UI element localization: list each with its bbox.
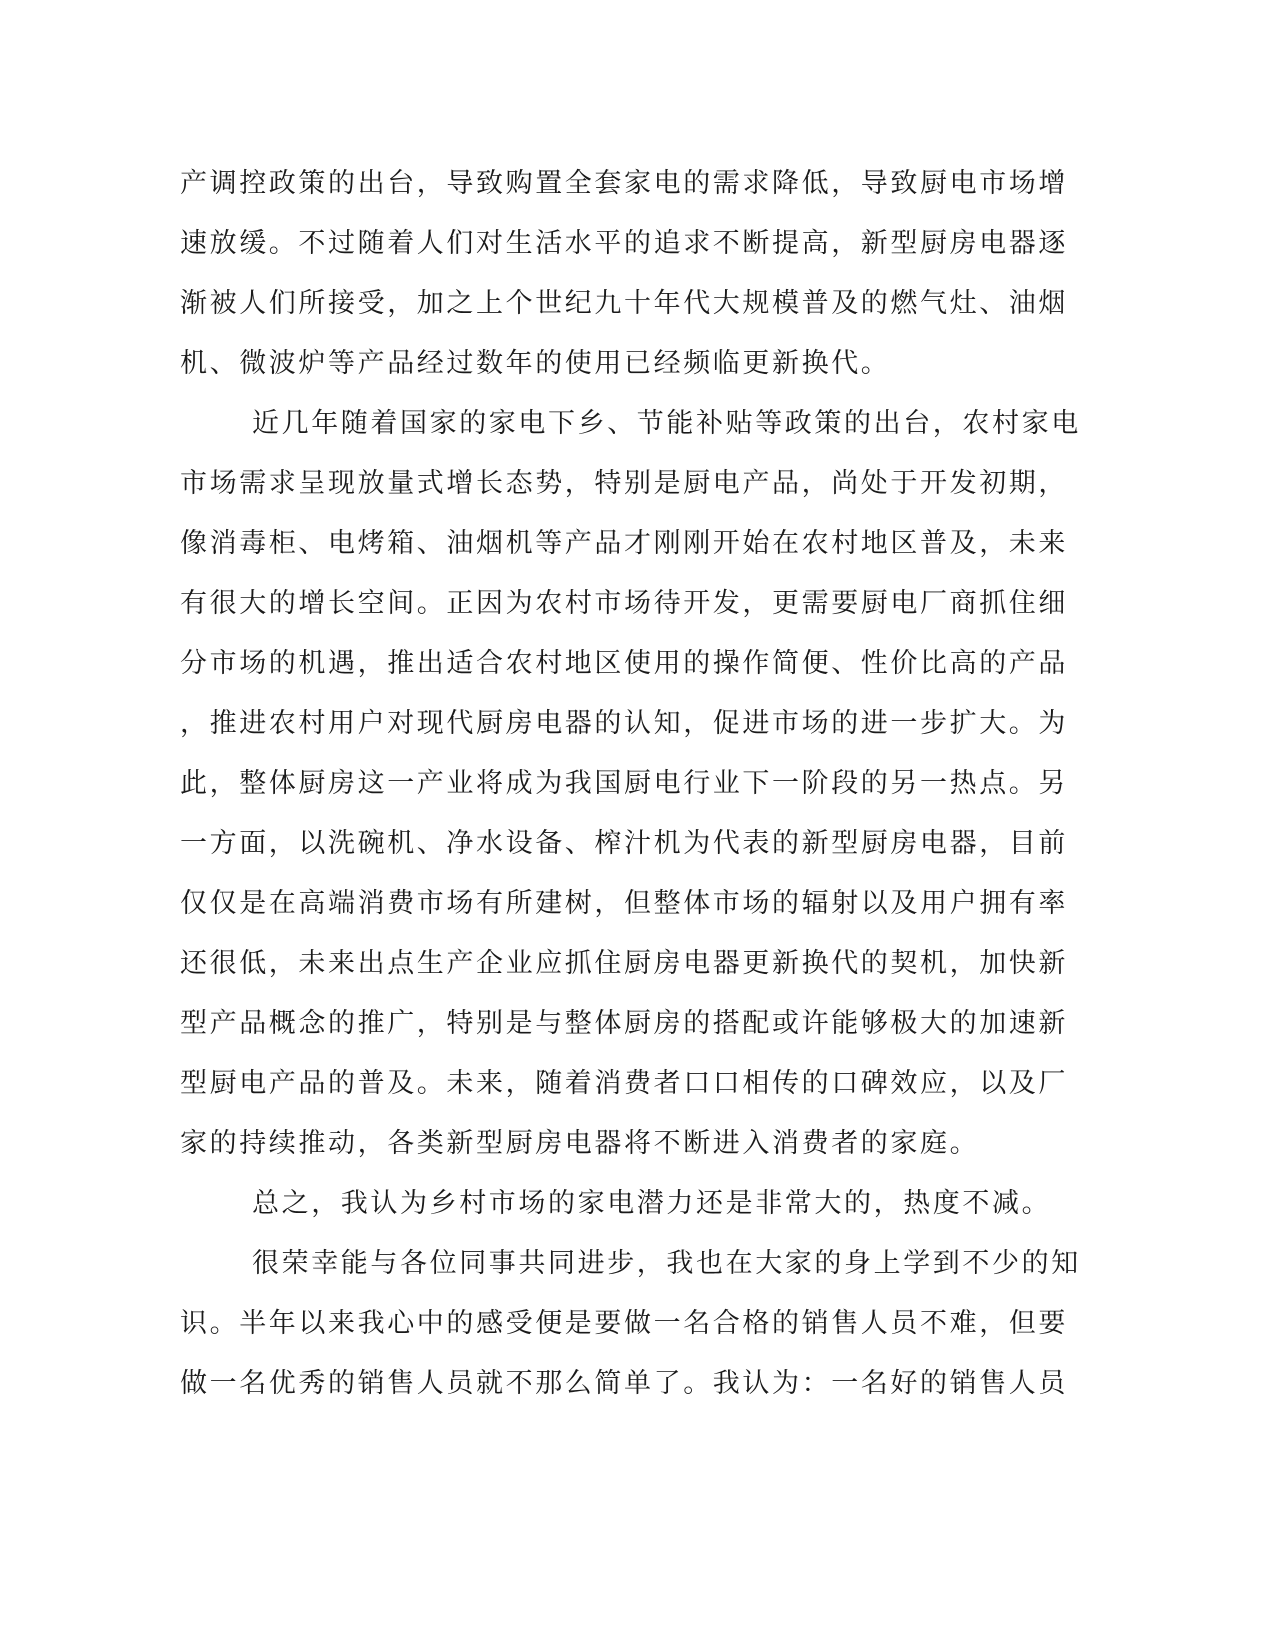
text-line: 识。半年以来我心中的感受便是要做一名合格的销售人员不难，但要	[180, 1308, 1068, 1339]
paragraph-start-line: 总之，我认为乡村市场的家电潜力还是非常大的，热度不减。	[252, 1188, 1052, 1219]
text-line: 机、微波炉等产品经过数年的使用已经频临更新换代。	[180, 348, 891, 379]
text-line: 型厨电产品的普及。未来，随着消费者口口相传的口碑效应，以及厂	[180, 1068, 1068, 1099]
paragraph-start-line: 很荣幸能与各位同事共同进步，我也在大家的身上学到不少的知	[252, 1248, 1081, 1279]
text-line: ，推进农村用户对现代厨房电器的认知，促进市场的进一步扩大。为	[180, 708, 1068, 739]
text-line: 渐被人们所接受，加之上个世纪九十年代大规模普及的燃气灶、油烟	[180, 288, 1068, 319]
text-line: 此，整体厨房这一产业将成为我国厨电行业下一阶段的另一热点。另	[180, 768, 1068, 799]
text-line: 速放缓。不过随着人们对生活水平的追求不断提高，新型厨房电器逐	[180, 228, 1068, 259]
text-line: 市场需求呈现放量式增长态势，特别是厨电产品，尚处于开发初期，	[180, 468, 1068, 499]
text-line: 做一名优秀的销售人员就不那么简单了。我认为：一名好的销售人员	[180, 1368, 1068, 1399]
text-line: 型产品概念的推广，特别是与整体厨房的搭配或许能够极大的加速新	[180, 1008, 1068, 1039]
text-line: 家的持续推动，各类新型厨房电器将不断进入消费者的家庭。	[180, 1128, 980, 1159]
text-line: 像消毒柜、电烤箱、油烟机等产品才刚刚开始在农村地区普及，未来	[180, 528, 1068, 559]
text-line: 分市场的机遇，推出适合农村地区使用的操作简便、性价比高的产品	[180, 648, 1068, 679]
paragraph-start-line: 近几年随着国家的家电下乡、节能补贴等政策的出台，农村家电	[252, 408, 1081, 439]
text-line: 有很大的增长空间。正因为农村市场待开发，更需要厨电厂商抓住细	[180, 588, 1068, 619]
text-line: 产调控政策的出台，导致购置全套家电的需求降低，导致厨电市场增	[180, 168, 1068, 199]
text-line: 仅仅是在高端消费市场有所建树，但整体市场的辐射以及用户拥有率	[180, 888, 1068, 919]
text-line: 还很低，未来出点生产企业应抓住厨房电器更新换代的契机，加快新	[180, 948, 1068, 979]
body-text	[180, 160, 1081, 1420]
text-line: 一方面，以洗碗机、净水设备、榨汁机为代表的新型厨房电器，目前	[180, 828, 1068, 859]
